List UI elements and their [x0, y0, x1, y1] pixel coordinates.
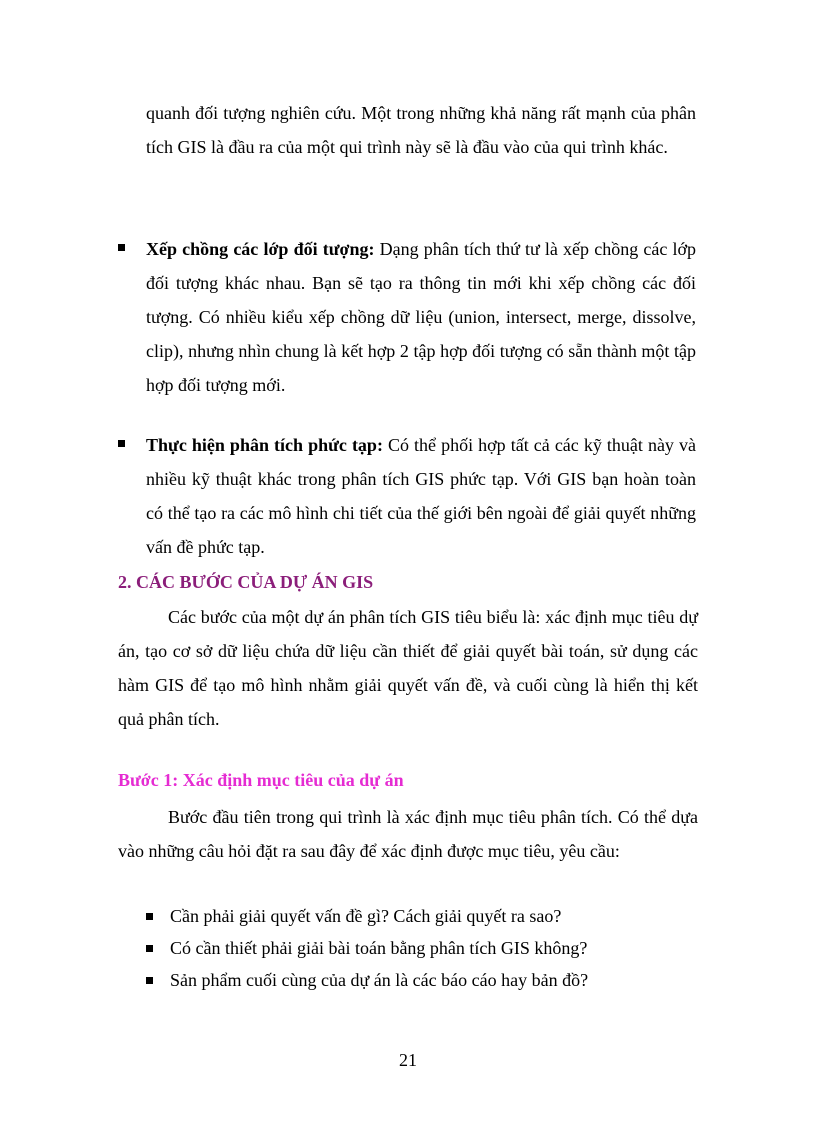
step-heading: Bước 1: Xác định mục tiêu của dự án — [118, 770, 404, 790]
square-bullet-icon — [146, 945, 153, 952]
bullet-paragraph — [146, 428, 696, 564]
question-text: Sản phẩm cuối cùng của dự án là các báo cáo hay bản đồ? — [170, 970, 589, 990]
bullet-title: Xếp chồng các lớp đối tượng: — [146, 239, 375, 259]
square-bullet-icon — [118, 244, 125, 251]
question-item — [146, 902, 706, 932]
bullet-paragraph — [146, 232, 696, 402]
question-item — [146, 934, 706, 964]
page-number: 21 — [399, 1050, 417, 1070]
square-bullet-icon — [118, 440, 125, 447]
continuation-paragraph: quanh đối tượng nghiên cứu. Một trong những khả năng rất mạnh của phân tích GIS là đầu ra của một qui trình này sẽ là đầu vào của qui trình khác. — [146, 103, 696, 157]
step-paragraph: Bước đầu tiên trong qui trình là xác định mục tiêu phân tích. Có thể dựa vào những câu hỏi đặt ra sau đây để xác định được mục tiêu, yêu cầu: — [118, 807, 698, 861]
question-text: Có cần thiết phải giải bài toán bằng phân tích GIS không? — [170, 938, 588, 958]
bullet-body: Có thể phối hợp tất cả các kỹ thuật này và nhiều kỹ thuật khác trong phân tích GIS phức tạp. Với GIS bạn hoàn toàn có thể tạo ra các mô hình chi tiết của thế giới bên ngoài để giải quyết những vấn đề phức tạp. — [146, 435, 696, 557]
square-bullet-icon — [146, 913, 153, 920]
section-heading: 2. CÁC BƯỚC CỦA DỰ ÁN GIS — [118, 572, 374, 592]
bullet-body: Dạng phân tích thứ tư là xếp chồng các lớp đối tượng khác nhau. Bạn sẽ tạo ra thông tin mới khi xếp chồng các đối tượng. Có nhiều kiểu xếp chồng dữ liệu (union, intersect, merge, dissolve, clip), nhưng nhìn chung là kết hợp 2 tập hợp đối tượng có sẵn thành một tập hợp đối tượng mới. — [146, 239, 696, 395]
question-item — [146, 966, 706, 996]
bullet-title: Thực hiện phân tích phức tạp: — [146, 435, 383, 455]
question-text: Cần phải giải quyết vấn đề gì? Cách giải quyết ra sao? — [170, 906, 562, 926]
square-bullet-icon — [146, 977, 153, 984]
section-paragraph: Các bước của một dự án phân tích GIS tiêu biểu là: xác định mục tiêu dự án, tạo cơ sở dữ liệu chứa dữ liệu cần thiết để giải quyết bài toán, sử dụng các hàm GIS để tạo mô hình nhằm giải quyết vấn đề, và cuối cùng là hiển thị kết quả phân tích. — [118, 607, 698, 729]
